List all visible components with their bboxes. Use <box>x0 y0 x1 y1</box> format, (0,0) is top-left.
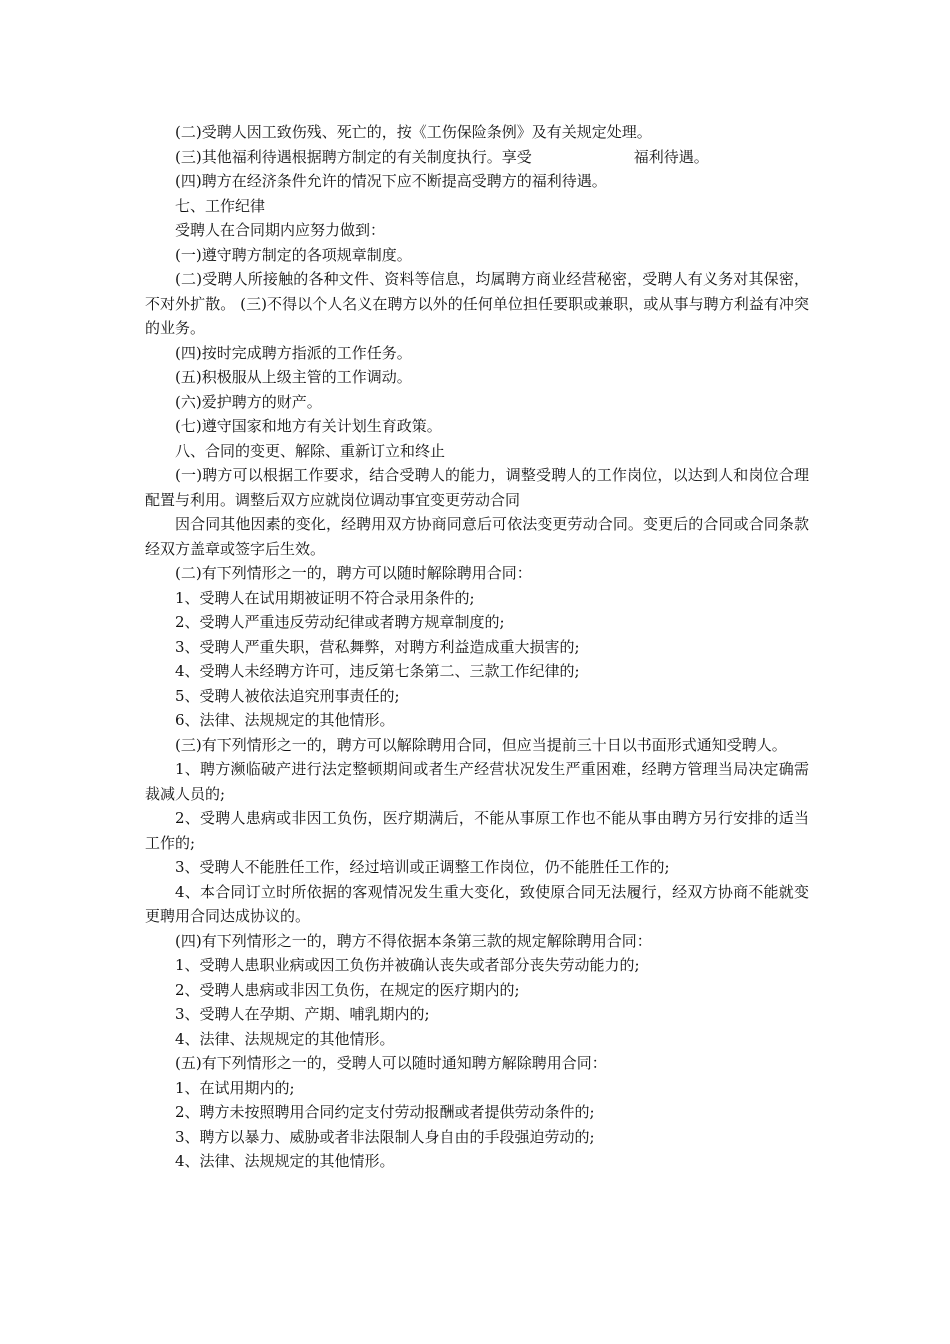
list-item: 1、受聘人在试用期被证明不符合录用条件的; <box>175 588 475 607</box>
paragraph: (四)聘方在经济条件允许的情况下应不断提高受聘方的福利待遇。 <box>175 172 607 190</box>
paragraph: 受聘人在合同期内应努力做到： <box>175 221 386 239</box>
list-item: 5、受聘人被依法追究刑事责任的; <box>175 686 400 705</box>
list-item: 4、本合同订立时所依据的客观情况发生重大变化，致使原合同无法履行，经双方协商不能就变更聘用合同达成协议的。 <box>145 882 809 925</box>
paragraph: 因合同其他因素的变化，经聘用双方协商同意后可依法变更劳动合同。变更后的合同或合同条款经双方盖章或签字后生效。 <box>145 515 809 558</box>
list-item: 1、在试用期内的; <box>175 1078 295 1097</box>
paragraph-suffix: 福利待遇。 <box>633 147 709 166</box>
list-item: 1、聘方濒临破产进行法定整顿期间或者生产经营状况发生严重困难，经聘方管理当局决定确需裁减人员的; <box>145 760 809 803</box>
list-item: 4、受聘人未经聘方许可，违反第七条第二、三款工作纪律的; <box>175 662 580 680</box>
list-item: 6、法律、法规规定的其他情形。 <box>175 711 395 729</box>
section-heading: 八、合同的变更、解除、重新订立和终止 <box>175 441 446 460</box>
list-item: 3、受聘人在孕期、产期、哺乳期内的; <box>175 1005 430 1023</box>
paragraph: (二)有下列情形之一的，聘方可以随时解除聘用合同： <box>175 564 532 582</box>
paragraph: (四)有下列情形之一的，聘方不得依据本条第三款的规定解除聘用合同： <box>175 931 652 950</box>
paragraph: (六)爱护聘方的财产。 <box>175 392 322 411</box>
paragraph: (七)遵守国家和地方有关计划生育政策。 <box>175 417 442 435</box>
list-item: 2、受聘人患病或非因工负伤，医疗期满后，不能从事原工作也不能从事由聘方另行安排的适当工作的; <box>145 809 809 852</box>
paragraph: (五)有下列情形之一的，受聘人可以随时通知聘方解除聘用合同： <box>175 1054 607 1072</box>
list-item: 2、聘方未按照聘用合同约定支付劳动报酬或者提供劳动条件的; <box>175 1103 595 1121</box>
list-item: 3、聘方以暴力、威胁或者非法限制人身自由的手段强迫劳动的; <box>175 1127 595 1146</box>
paragraph: (一)遵守聘方制定的各项规章制度。 <box>175 245 412 264</box>
paragraph: (四)按时完成聘方指派的工作任务。 <box>175 343 412 362</box>
list-item: 3、受聘人不能胜任工作，经过培训或正调整工作岗位，仍不能胜任工作的; <box>175 858 670 876</box>
paragraph: (二)受聘人因工致伤残、死亡的，按《工伤保险条例》及有关规定处理。 <box>175 123 652 141</box>
list-item: 2、受聘人患病或非因工负伤，在规定的医疗期内的; <box>175 980 520 999</box>
list-item: 4、法律、法规规定的其他情形。 <box>175 1029 395 1048</box>
list-item: 3、受聘人严重失职，营私舞弊，对聘方利益造成重大损害的; <box>175 637 580 656</box>
section-heading: 七、工作纪律 <box>175 196 266 215</box>
list-item: 4、法律、法规规定的其他情形。 <box>175 1152 395 1170</box>
paragraph: (一)聘方可以根据工作要求，结合受聘人的能力，调整受聘人的工作岗位，以达到人和岗位合理配置与利用。调整后双方应就岗位调动事宜变更劳动合同 <box>145 466 809 509</box>
paragraph-welfare <box>145 145 809 170</box>
paragraph: (五)积极服从上级主管的工作调动。 <box>175 368 412 386</box>
list-item: 1、受聘人患职业病或因工负伤并被确认丧失或者部分丧失劳动能力的; <box>175 956 640 974</box>
list-item: 2、受聘人严重违反劳动纪律或者聘方规章制度的; <box>175 613 505 631</box>
paragraph: (三)有下列情形之一的，聘方可以解除聘用合同，但应当提前三十日以书面形式通知受聘人。 <box>175 735 787 754</box>
paragraph-text: (三)其他福利待遇根据聘方制定的有关制度执行。享受 <box>175 147 532 166</box>
document-body <box>145 120 809 1174</box>
paragraph: (二)受聘人所接触的各种文件、资料等信息，均属聘方商业经营秘密，受聘人有义务对其保密，不对外扩散。 (三)不得以个人名义在聘方以外的任何单位担任要职或兼职，或从事与聘方利益有冲突的业务。 <box>145 270 809 337</box>
